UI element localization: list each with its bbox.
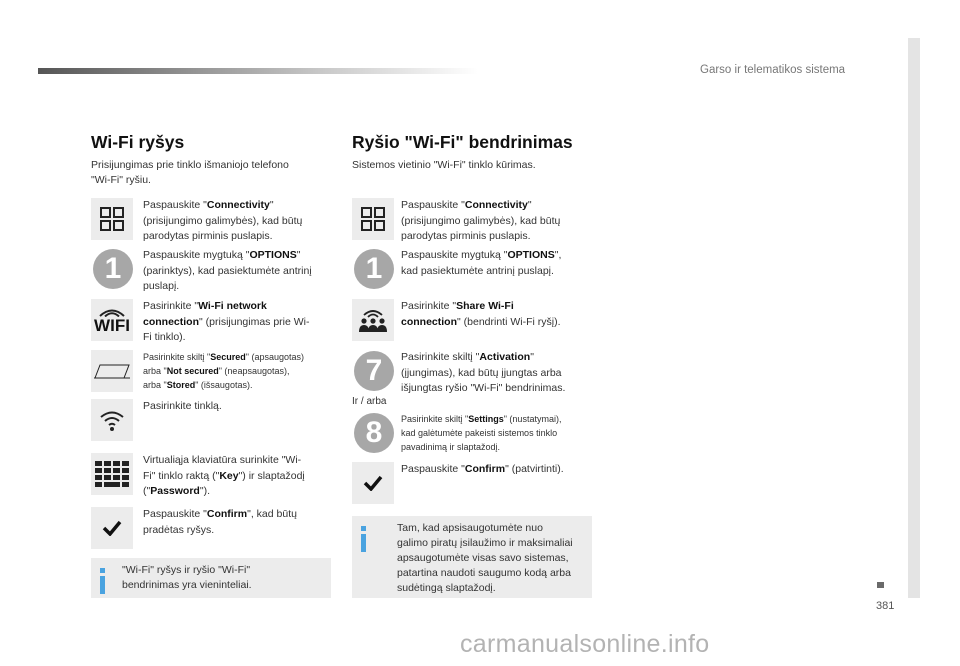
or-label: Ir / arba: [352, 396, 387, 407]
emphasized-term: Activation: [479, 351, 531, 363]
emphasized-term: Secured: [210, 352, 246, 362]
step-text: [401, 412, 591, 454]
emphasized-term: Not secured: [166, 366, 219, 376]
step-line: Pasirinkite "Share Wi-Fi: [401, 300, 514, 312]
emphasized-term: OPTIONS: [507, 249, 555, 261]
step-text: [143, 453, 333, 500]
left-intro: [91, 158, 289, 188]
tab-folder-icon: [91, 350, 133, 392]
step-line: Virtualiąja klaviatūra surinkite "Wi-: [143, 454, 302, 466]
wifi-logo-text: WIFI: [94, 315, 130, 335]
step-line: puslapį.: [143, 280, 180, 292]
wifi-signal-icon: [91, 399, 133, 441]
info-icon: [361, 526, 367, 554]
emphasized-term: Connectivity: [464, 199, 528, 211]
left-section-title: Wi-Fi ryšys: [91, 132, 185, 152]
step-line: (prisijungimo galimybės), kad būtų: [401, 214, 561, 227]
step-line: Fi tinklo).: [143, 331, 186, 343]
note-line: galimo piratų įsilaužimo ir maksimaliai: [397, 537, 573, 549]
step-line: kad pasiektumėte antrinį puslapį.: [401, 264, 554, 277]
emphasized-term: Wi-Fi network: [198, 300, 267, 312]
right-section-title: Ryšio "Wi-Fi" bendrinimas: [352, 132, 573, 152]
step-line: Pasirinkite "Wi-Fi network: [143, 300, 267, 312]
step-line: (parinktys), kad pasiektumėte antrinį: [143, 264, 312, 277]
step-number-badge: 7: [354, 351, 394, 391]
step-line: Pasirinkite skiltį "Activation": [401, 351, 534, 363]
step-line: pradėtas ryšys.: [143, 523, 215, 536]
step-number-badge: 1: [354, 249, 394, 289]
step-line: kad galėtumėte pakeisti sistemos tinklo: [401, 428, 558, 438]
step-line: (prisijungimo galimybės), kad būtų: [143, 214, 303, 227]
step-text: [143, 198, 333, 245]
right-intro: [352, 158, 536, 173]
step-line: pavadinimą ir slaptažodį.: [401, 442, 501, 452]
checkmark-icon: [352, 462, 394, 504]
note-line: Tam, kad apsisaugotumėte nuo: [397, 522, 543, 534]
emphasized-term: connection: [143, 315, 200, 328]
step-line: arba "Not secured" (neapsaugotas),: [143, 366, 290, 376]
note-line: apsaugotumėte visas savo sistemas,: [397, 552, 569, 564]
note-line: sudėtingą slaptažodį.: [397, 582, 496, 594]
step-line: parodytas pirminis puslapis.: [143, 230, 273, 242]
step-line: Pasirinkite skiltį "Settings" (nustatymai),: [401, 414, 562, 424]
emphasized-term: Connectivity: [206, 199, 270, 211]
step-line: ("Password").: [143, 485, 210, 497]
keyboard-icon: [91, 453, 133, 495]
step-text: [143, 299, 333, 346]
step-line: Pasirinkite tinklą.: [143, 400, 222, 412]
step-line: connection" (bendrinti Wi-Fi ryšį).: [401, 315, 561, 328]
step-line: Fi" tinklo raktą ("Key") ir slaptažodį: [143, 469, 305, 482]
wifi-logo-icon: [91, 299, 133, 341]
info-icon: [100, 568, 106, 596]
step-line: Paspauskite "Confirm", kad būtų: [143, 508, 297, 520]
left-info-note: [91, 558, 331, 598]
step-line: išjungtas ryšio "Wi-Fi" bendrinimas.: [401, 382, 566, 394]
step-number-badge: 8: [354, 413, 394, 453]
note-line: bendrinimas yra vieninteliai.: [122, 579, 252, 591]
emphasized-term: Stored: [166, 380, 196, 390]
step-text: [143, 350, 333, 392]
step-text: [401, 350, 591, 397]
step-line: Paspauskite "Connectivity": [401, 199, 532, 211]
step-line: Paspauskite "Connectivity": [143, 199, 274, 211]
intro-line: Sistemos vietinio "Wi-Fi" tinklo kūrimas.: [352, 159, 536, 171]
step-line: arba "Stored" (išsaugotas).: [143, 380, 253, 390]
emphasized-term: Confirm: [464, 463, 506, 475]
step-line: parodytas pirminis puslapis.: [401, 230, 531, 242]
checkmark-icon: [91, 507, 133, 549]
emphasized-term: Share Wi-Fi: [456, 300, 514, 312]
grid-apps-icon: [352, 198, 394, 240]
step-text: [401, 462, 591, 478]
step-text: [143, 399, 333, 415]
step-text: [143, 507, 333, 538]
step-line: Paspauskite "Confirm" (patvirtinti).: [401, 463, 564, 475]
header-gradient-bar: [38, 68, 478, 74]
emphasized-term: Confirm: [206, 508, 248, 520]
step-line: Pasirinkite skiltį "Secured" (apsaugotas): [143, 352, 304, 362]
step-line: Paspauskite mygtuką "OPTIONS": [143, 249, 301, 261]
note-line: patartina naudoti saugumo kodą arba: [397, 567, 571, 579]
watermark: carmanualsonline.info: [460, 630, 710, 658]
step-line: (įjungimas), kad būtų įjungtas arba: [401, 366, 562, 379]
chapter-title: Garso ir telematikos sistema: [700, 64, 846, 76]
page-number: 381: [876, 600, 895, 612]
share-people-icon: [352, 299, 394, 341]
step-line: connection" (prisijungimas prie Wi-: [143, 315, 310, 328]
emphasized-term: Password: [150, 485, 200, 497]
emphasized-term: OPTIONS: [249, 249, 297, 261]
intro-line: Prisijungimas prie tinklo išmaniojo telefono: [91, 159, 289, 171]
right-info-note: [352, 516, 592, 598]
side-tab-strip: [908, 38, 920, 598]
step-line: Paspauskite mygtuką "OPTIONS",: [401, 249, 562, 261]
step-number-badge: 1: [93, 249, 133, 289]
emphasized-term: Settings: [468, 414, 504, 424]
step-text: [143, 248, 333, 295]
step-text: [401, 248, 591, 279]
step-text: [401, 299, 591, 330]
page-marker: [877, 582, 884, 588]
intro-line: "Wi-Fi" ryšiu.: [91, 174, 151, 186]
grid-apps-icon: [91, 198, 133, 240]
note-line: "Wi-Fi" ryšys ir ryšio "Wi-Fi": [122, 564, 251, 576]
emphasized-term: connection: [401, 315, 458, 328]
emphasized-term: Key: [219, 469, 239, 482]
step-text: [401, 198, 591, 245]
